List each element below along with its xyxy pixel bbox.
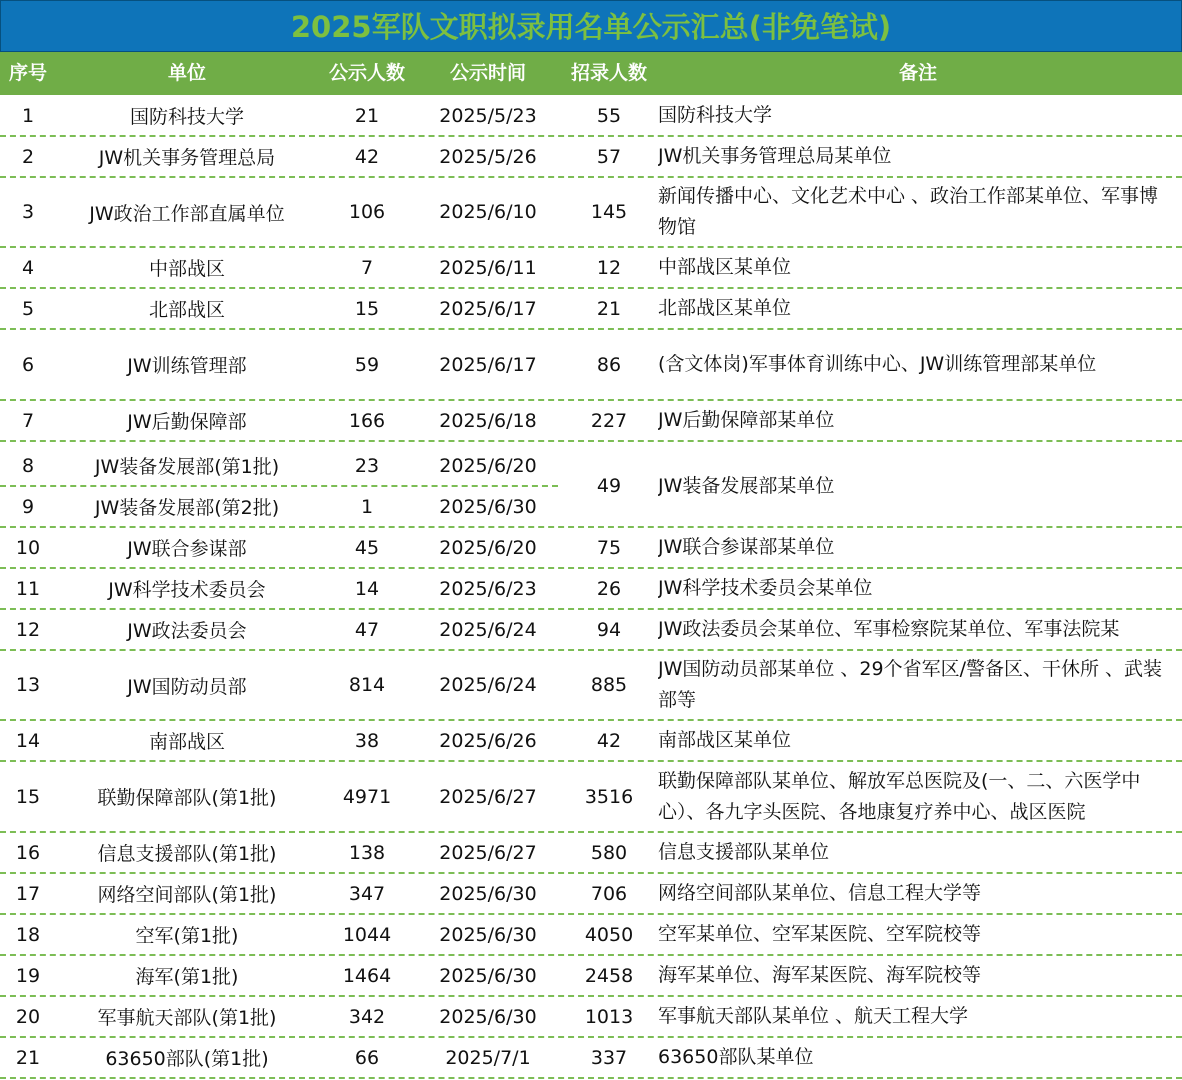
header-count: 公示人数 bbox=[328, 62, 405, 84]
cell-no: 10 bbox=[15, 536, 41, 559]
cell-no: 19 bbox=[15, 964, 41, 987]
table-row bbox=[0, 832, 1182, 873]
cell-count: 106 bbox=[348, 201, 386, 223]
cell-date: 2025/7/1 bbox=[445, 1046, 531, 1069]
table-row bbox=[0, 650, 1182, 720]
cell-date: 2025/6/27 bbox=[439, 785, 537, 808]
cell-date: 2025/6/20 bbox=[439, 536, 537, 559]
cell-date: 2025/6/30 bbox=[439, 495, 537, 518]
cell-recruit: 12 bbox=[596, 256, 622, 279]
header-note: 备注 bbox=[898, 62, 937, 84]
cell-no: 17 bbox=[15, 882, 41, 905]
cell-recruit: 57 bbox=[596, 145, 622, 168]
cell-note: JW国防动员部某单位 、29个省军区/警备区、干休所 、武装部等 bbox=[658, 658, 1163, 711]
header-no: 序号 bbox=[8, 62, 47, 84]
cell-date: 2025/6/30 bbox=[439, 923, 537, 946]
table-row bbox=[0, 177, 1182, 247]
cell-no: 20 bbox=[15, 1005, 41, 1028]
cell-count: 42 bbox=[354, 145, 380, 168]
header-date: 公示时间 bbox=[449, 62, 526, 84]
table-row bbox=[0, 996, 1182, 1037]
cell-recruit: 4050 bbox=[584, 923, 634, 946]
table-row bbox=[0, 136, 1182, 177]
cell-date: 2025/6/10 bbox=[439, 201, 537, 223]
table-row bbox=[0, 247, 1182, 288]
cell-unit: JW机关事务管理总局 bbox=[98, 147, 276, 169]
cell-recruit: 3516 bbox=[584, 785, 634, 808]
cell-date: 2025/6/23 bbox=[439, 577, 537, 600]
table-row bbox=[0, 329, 1182, 400]
cell-note: 63650部队某单位 bbox=[658, 1046, 814, 1068]
cell-no: 9 bbox=[21, 495, 35, 518]
cell-count: 45 bbox=[354, 536, 380, 559]
cell-no: 18 bbox=[15, 923, 41, 946]
cell-note: 联勤保障部队某单位、解放军总医院及(一、二、六医学中心）、各九字头医院、各地康复疗养中心、战区医院 bbox=[658, 769, 1141, 823]
cell-count: 66 bbox=[354, 1046, 380, 1069]
cell-date: 2025/6/26 bbox=[439, 729, 537, 752]
cell-recruit: 21 bbox=[596, 297, 622, 320]
row-divider bbox=[0, 1077, 1182, 1079]
cell-no: 14 bbox=[15, 729, 41, 752]
cell-note: JW科学技术委员会某单位 bbox=[658, 577, 873, 599]
cell-no: 7 bbox=[21, 409, 35, 432]
cell-unit: 南部战区 bbox=[148, 731, 225, 753]
cell-count: 342 bbox=[348, 1005, 386, 1028]
cell-unit: JW科学技术委员会 bbox=[108, 579, 266, 601]
cell-count: 14 bbox=[354, 577, 380, 600]
cell-note: JW政法委员会某单位、军事检察院某单位、军事法院某 bbox=[658, 618, 1120, 640]
table-row bbox=[0, 955, 1182, 996]
table-row bbox=[0, 914, 1182, 955]
cell-date: 2025/6/30 bbox=[439, 1005, 537, 1028]
cell-note: 国防科技大学 bbox=[658, 104, 773, 126]
cell-date: 2025/6/30 bbox=[439, 882, 537, 905]
table-row bbox=[0, 568, 1182, 609]
cell-date: 2025/6/30 bbox=[439, 964, 537, 987]
cell-count: 1464 bbox=[342, 964, 392, 987]
cell-unit: JW装备发展部(第1批) bbox=[94, 456, 280, 478]
cell-note: 南部战区某单位 bbox=[658, 729, 792, 751]
cell-no: 13 bbox=[15, 674, 41, 696]
cell-note: JW联合参谋部某单位 bbox=[658, 536, 835, 558]
table-header bbox=[0, 52, 1182, 95]
table-row bbox=[0, 527, 1182, 568]
cell-note: 军事航天部队某单位 、航天工程大学 bbox=[658, 1005, 969, 1027]
cell-unit: 海军(第1批) bbox=[135, 966, 239, 988]
cell-recruit: 55 bbox=[596, 104, 622, 127]
cell-no: 6 bbox=[21, 353, 35, 376]
cell-unit: 中部战区 bbox=[148, 258, 225, 280]
cell-recruit: 75 bbox=[596, 536, 622, 559]
cell-recruit: 94 bbox=[596, 618, 622, 641]
cell-count: 21 bbox=[354, 104, 380, 127]
cell-unit: 北部战区 bbox=[148, 299, 225, 321]
table-row bbox=[0, 400, 1182, 441]
cell-no: 4 bbox=[21, 256, 35, 279]
cell-count: 347 bbox=[348, 882, 386, 905]
cell-date: 2025/6/20 bbox=[439, 454, 537, 477]
cell-no: 21 bbox=[15, 1046, 41, 1069]
cell-count: 7 bbox=[360, 256, 374, 279]
cell-no: 16 bbox=[15, 841, 41, 864]
cell-date: 2025/6/18 bbox=[439, 409, 537, 432]
merged-cell-8-9 bbox=[0, 445, 1182, 527]
cell-recruit: 885 bbox=[590, 674, 628, 696]
cell-recruit: 337 bbox=[590, 1046, 628, 1069]
cell-count: 59 bbox=[354, 353, 380, 376]
cell-note: 海军某单位、海军某医院、海军院校等 bbox=[658, 964, 982, 986]
cell-note: (含文体岗)军事体育训练中心、JW训练管理部某单位 bbox=[658, 353, 1097, 375]
cell-note: 网络空间部队某单位、信息工程大学等 bbox=[658, 882, 982, 904]
cell-no: 2 bbox=[21, 145, 35, 168]
cell-recruit: 580 bbox=[590, 841, 628, 864]
cell-no: 11 bbox=[15, 577, 41, 600]
cell-no: 12 bbox=[15, 618, 41, 641]
cell-recruit: 227 bbox=[590, 409, 628, 432]
cell-date: 2025/5/23 bbox=[439, 104, 537, 127]
cell-note: JW后勤保障部某单位 bbox=[658, 409, 835, 431]
cell-date: 2025/6/17 bbox=[439, 297, 537, 320]
cell-date: 2025/6/27 bbox=[439, 841, 537, 864]
cell-note: JW机关事务管理总局某单位 bbox=[658, 145, 892, 167]
cell-unit: JW训练管理部 bbox=[127, 355, 247, 377]
cell-unit: JW政法委员会 bbox=[127, 620, 247, 642]
cell-unit: JW政治工作部直属单位 bbox=[89, 202, 285, 225]
table-row bbox=[0, 95, 1182, 136]
cell-count: 1 bbox=[360, 495, 374, 518]
cell-note: 空军某单位、空军某医院、空军院校等 bbox=[658, 923, 982, 945]
cell-date: 2025/6/24 bbox=[439, 618, 537, 641]
cell-no: 3 bbox=[21, 201, 35, 223]
cell-no: 8 bbox=[21, 454, 35, 477]
cell-note: 信息支援部队某单位 bbox=[658, 841, 830, 863]
cell-count: 47 bbox=[354, 618, 380, 641]
cell-count: 138 bbox=[348, 841, 386, 864]
table-row bbox=[0, 288, 1182, 329]
cell-unit: JW装备发展部(第2批) bbox=[94, 497, 280, 519]
cell-unit: JW后勤保障部 bbox=[127, 411, 247, 433]
cell-count: 38 bbox=[354, 729, 380, 752]
merged-note: JW装备发展部某单位 bbox=[658, 474, 835, 497]
table-row bbox=[0, 873, 1182, 914]
cell-recruit: 86 bbox=[596, 353, 622, 376]
cell-note: 中部战区某单位 bbox=[658, 256, 792, 278]
cell-date: 2025/6/11 bbox=[439, 256, 537, 279]
cell-recruit: 1013 bbox=[584, 1005, 634, 1028]
table-row bbox=[0, 1037, 1182, 1078]
cell-count: 1044 bbox=[342, 923, 392, 946]
cell-recruit: 26 bbox=[596, 577, 622, 600]
cell-unit: 联勤保障部队(第1批) bbox=[97, 787, 277, 809]
cell-count: 814 bbox=[348, 674, 386, 696]
cell-recruit: 706 bbox=[590, 882, 628, 905]
cell-date: 2025/6/24 bbox=[439, 674, 537, 696]
cell-count: 4971 bbox=[342, 785, 392, 808]
cell-no: 5 bbox=[21, 297, 35, 320]
page-title: 2025军队文职拟录用名单公示汇总(非免笔试) bbox=[0, 0, 1182, 52]
cell-note: 新闻传播中心、文化艺术中心 、政治工作部某单位、军事博物馆 bbox=[658, 185, 1159, 238]
cell-unit: JW联合参谋部 bbox=[127, 538, 247, 560]
row-divider bbox=[0, 440, 1182, 442]
cell-unit: 军事航天部队(第1批) bbox=[97, 1007, 277, 1029]
cell-unit: JW国防动员部 bbox=[127, 675, 247, 698]
table-row bbox=[0, 761, 1182, 832]
header-unit: 单位 bbox=[167, 62, 206, 84]
cell-count: 23 bbox=[354, 454, 380, 477]
cell-no: 1 bbox=[21, 104, 35, 127]
cell-unit: 国防科技大学 bbox=[129, 106, 244, 128]
table-row bbox=[0, 720, 1182, 761]
cell-note: 北部战区某单位 bbox=[658, 297, 792, 319]
cell-count: 166 bbox=[348, 409, 386, 432]
cell-recruit: 42 bbox=[596, 729, 622, 752]
cell-recruit: 145 bbox=[590, 201, 628, 223]
cell-unit: 信息支援部队(第1批) bbox=[97, 843, 277, 865]
cell-date: 2025/5/26 bbox=[439, 145, 537, 168]
cell-count: 15 bbox=[354, 297, 380, 320]
cell-unit: 空军(第1批) bbox=[135, 925, 239, 947]
cell-unit: 63650部队(第1批) bbox=[105, 1048, 269, 1070]
cell-recruit: 2458 bbox=[584, 964, 634, 987]
merged-recruit: 49 bbox=[596, 475, 622, 497]
cell-date: 2025/6/17 bbox=[439, 353, 537, 376]
cell-no: 15 bbox=[15, 785, 41, 808]
table-row bbox=[0, 609, 1182, 650]
cell-unit: 网络空间部队(第1批) bbox=[97, 884, 277, 906]
header-recruit: 招录人数 bbox=[570, 62, 647, 84]
